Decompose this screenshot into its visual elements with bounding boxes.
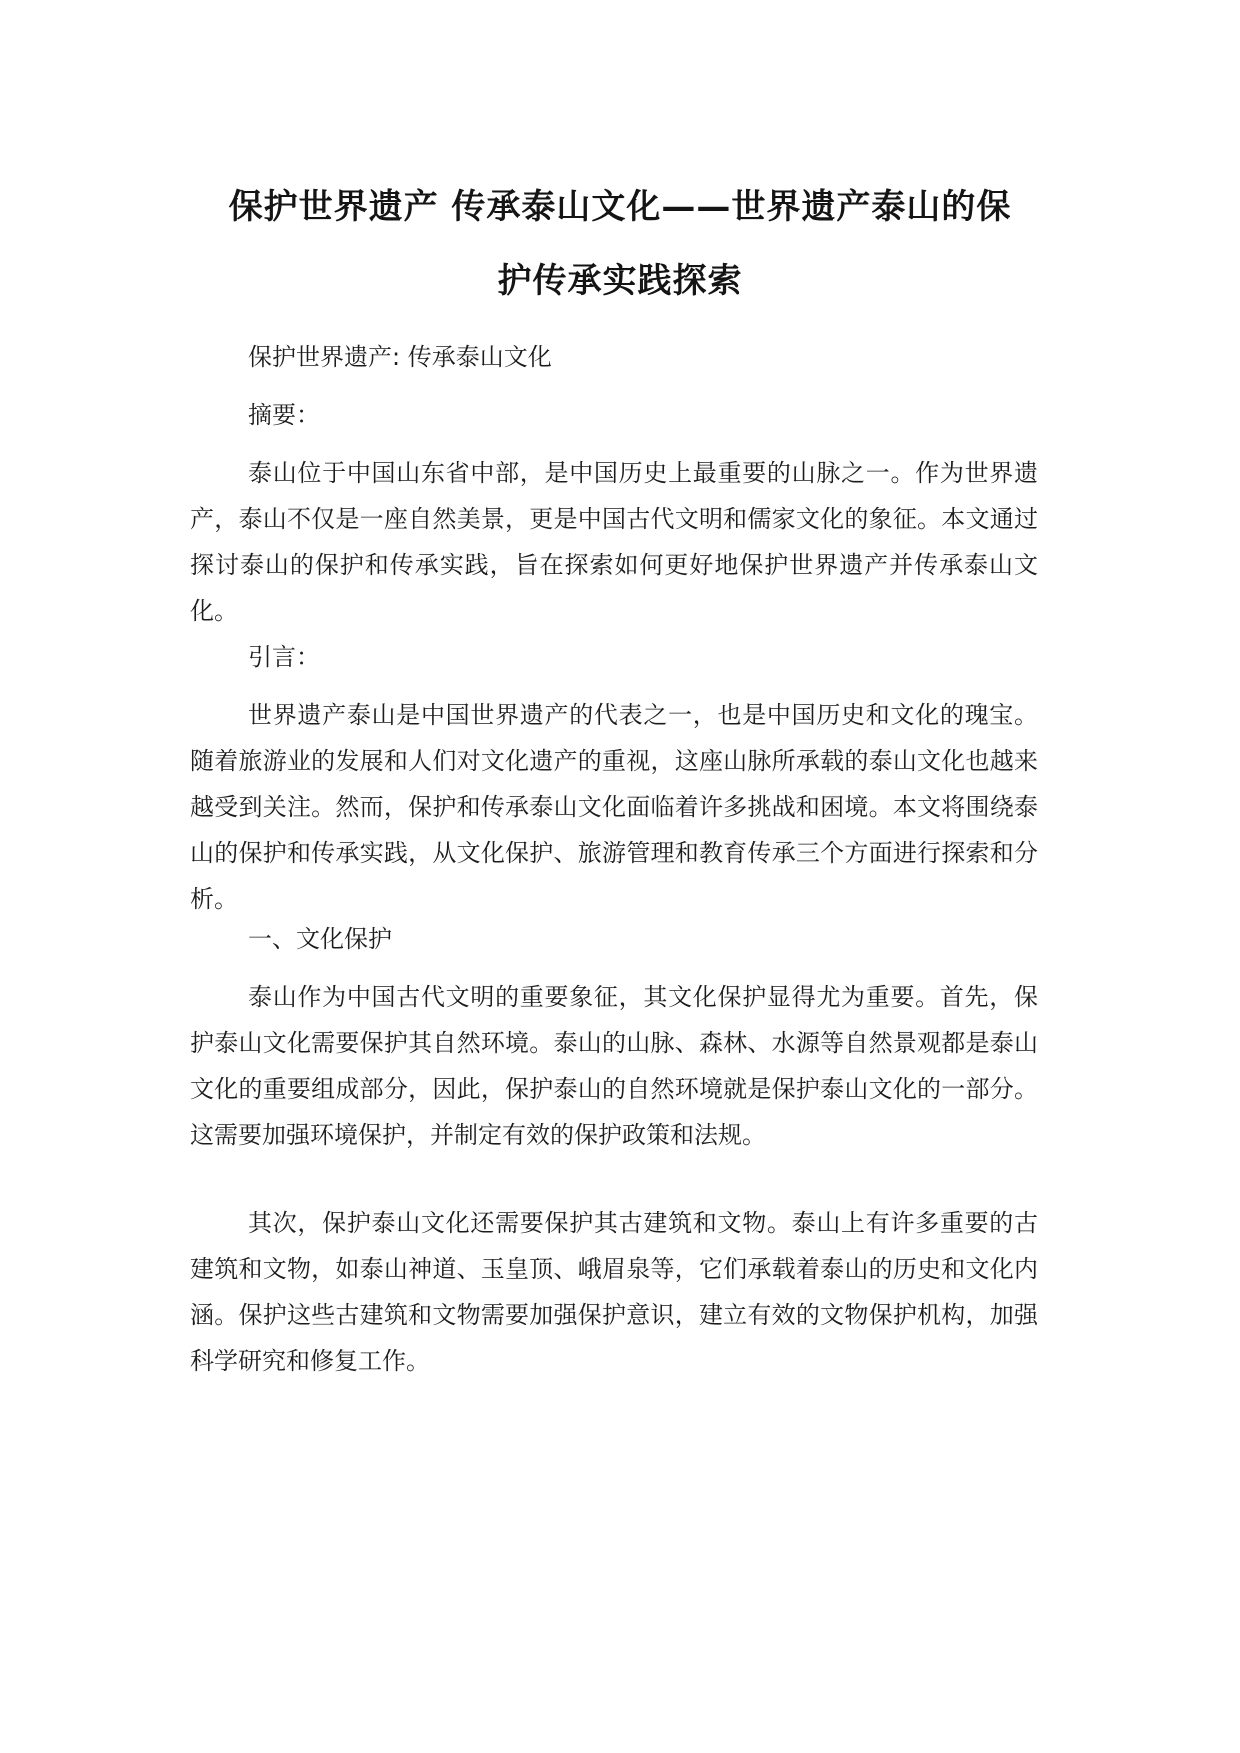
title-line-1: 保护世界遗产 传承泰山文化——世界遗产泰山的保 — [228, 187, 1012, 227]
section1-paragraph-2: 其次，保护泰山文化还需要保护其古建筑和文物。泰山上有许多重要的古建筑和文物，如泰山神道、玉皇顶、峨眉泉等，它们承载着泰山的历史和文化内涵。保护这些古建筑和文物需要加强保护意识，建立有效的文物保护机构，加强科学研究和修复工作。 — [190, 1209, 1038, 1375]
title-line-2: 护传承实践探索 — [497, 261, 743, 301]
document-subtitle: 保护世界遗产: 传承泰山文化 — [248, 343, 552, 371]
intro-heading: 引言： — [248, 643, 320, 671]
abstract-heading: 摘要： — [248, 401, 320, 429]
document-title — [190, 170, 1050, 318]
intro-paragraph: 世界遗产泰山是中国世界遗产的代表之一，也是中国历史和文化的瑰宝。随着旅游业的发展和人们对文化遗产的重视，这座山脉所承载的泰山文化也越来越受到关注。然而，保护和传承泰山文化面临着许多挑战和困境。本文将围绕泰山的保护和传承实践，从文化保护、旅游管理和教育传承三个方面进行探索和分析。 — [190, 701, 1038, 913]
abstract-paragraph: 泰山位于中国山东省中部，是中国历史上最重要的山脉之一。作为世界遗产，泰山不仅是一座自然美景，更是中国古代文明和儒家文化的象征。本文通过探讨泰山的保护和传承实践，旨在探索如何更好地保护世界遗产并传承泰山文化。 — [190, 459, 1038, 625]
section1-heading: 一、文化保护 — [248, 925, 392, 953]
section1-paragraph-1: 泰山作为中国古代文明的重要象征，其文化保护显得尤为重要。首先，保护泰山文化需要保护其自然环境。泰山的山脉、森林、水源等自然景观都是泰山文化的重要组成部分，因此，保护泰山的自然环境就是保护泰山文化的一部分。这需要加强环境保护，并制定有效的保护政策和法规。 — [190, 983, 1038, 1149]
